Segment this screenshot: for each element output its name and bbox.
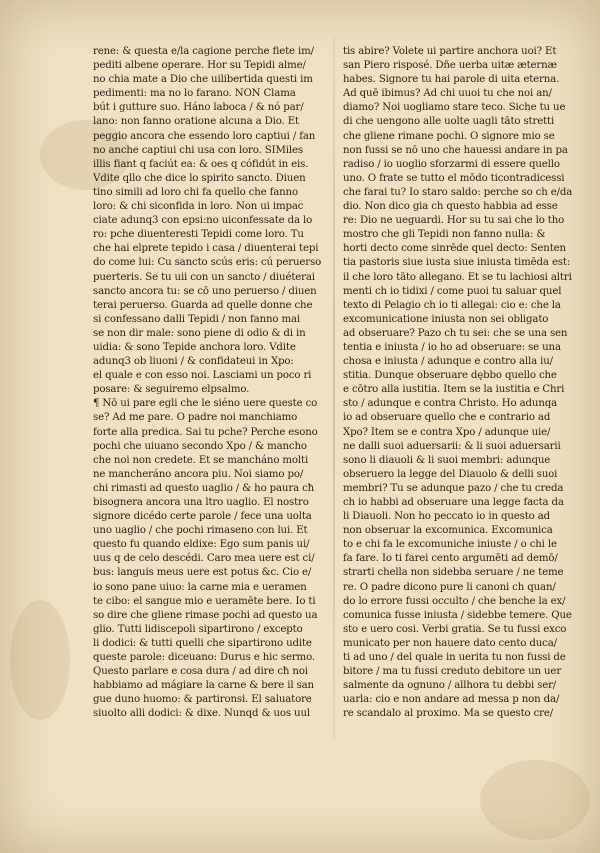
text-line: uno. O frate se tutto el mōdo ticontradicessi bbox=[343, 172, 565, 184]
text-line: che farai tu? Io staro saldo: perche so ch e/da bbox=[343, 186, 573, 198]
text-line: dio. Non dico gia ch questo habbia ad esse bbox=[343, 201, 558, 213]
text-line: do come lui: Cu sancto scús eris: cú peruerso bbox=[93, 257, 322, 269]
text-line: radiso / io uoglio sforzarmi di essere quello bbox=[343, 158, 560, 170]
text-line: illis fiant q faciút ea: & oes q cófidút in eis. bbox=[93, 158, 309, 170]
text-line: pediti albene operare. Hor su Tepidi alme/ bbox=[93, 60, 306, 72]
text-line: Questo parlare e cosa dura / ad dire cħ noi bbox=[93, 666, 308, 678]
text-line: habes. Signore tu hai parole di uita eterna. bbox=[343, 74, 560, 86]
text-line: queste parole: diceuano: Durus e hic sermo. bbox=[93, 652, 315, 664]
text-line: re: Dio ne ueguardi. Hor su tu sai che lo tho bbox=[343, 215, 565, 227]
text-line: bus: languis meus uere est potus &c. Cio e/ bbox=[93, 567, 312, 579]
text-line: ne dalli suoi aduersarii: & li suoi aduersarii bbox=[343, 440, 561, 452]
text-line: sancto ancora tu: se cō uno peruerso / diuen bbox=[93, 285, 317, 297]
text-line: strarti chella non sidebba seruare / ne teme bbox=[343, 567, 564, 579]
text-line: ciate adunq3 con epsi:no uiconfessate da lo bbox=[93, 215, 313, 227]
text-line: membri? Tu se adunque pazo / che tu creda bbox=[343, 482, 564, 494]
text-line: diamo? Noi uogliamo stare teco. Siche tu ue bbox=[343, 102, 566, 114]
text-line: pedimenti: ma no lo farano. NON Clama bbox=[93, 88, 296, 100]
text-line: non obseruar la excomunica. Excomunica bbox=[343, 525, 553, 537]
text-line: tentia e iniusta / io ho ad obseruare: se una bbox=[343, 341, 561, 353]
column-divider bbox=[333, 38, 335, 738]
text-line: io ad obseruare quello che e contrario ad bbox=[343, 412, 551, 424]
text-line: Vdite qllo che dice lo spirito sancto. Diuen bbox=[93, 172, 306, 184]
text-line: tia pastoris siue iusta siue iniusta timēda est: bbox=[343, 257, 571, 269]
text-line: io sono pane uiuo: la carne mia e ueramen bbox=[93, 581, 307, 593]
text-line: loro: & chi siconfida in loro. Non ui impac bbox=[93, 201, 304, 213]
text-line: municato per non hauere dato cento duca/ bbox=[343, 637, 557, 649]
text-line: rene: & questa e/la cagione perche fiete im/ bbox=[93, 46, 314, 57]
text-line: texto di Pelagio ch io ti allegai: cio e: che la bbox=[343, 299, 561, 311]
text-line: adunq3 ob liuoni / & confidateui in Xpo: bbox=[93, 356, 294, 368]
text-line: forte alla predica. Sai tu pche? Perche esono bbox=[93, 426, 318, 438]
text-line: no chia mate a Dio che uilibertida questi im bbox=[93, 74, 313, 86]
text-line: ch io habbi ad obseruare una legge facta da bbox=[343, 497, 564, 508]
left-text-column bbox=[93, 45, 328, 722]
text-line: non fussi se nō uno che hauessi andare in pa bbox=[343, 144, 568, 156]
text-line: posare: & seguiremo elpsalmo. bbox=[93, 384, 250, 396]
text-line: no anche captiui chi usa con loro. SIMiles bbox=[93, 144, 303, 156]
text-line: questo fu quando eldixe: Ego sum panis ui/ bbox=[93, 539, 310, 551]
text-line: tis abire? Volete ui partire anchora uoi? Et bbox=[343, 46, 557, 57]
text-line: so dire che gliene rimase pochi ad questo ua bbox=[93, 609, 318, 621]
text-line: Ad quē ibimus? Ad chi uuoi tu che noi an/ bbox=[343, 88, 552, 100]
text-line: excomunicatione iniusta non sei obligato bbox=[343, 313, 549, 325]
text-line: peggio ancora che essendo loro captiui / fan bbox=[93, 130, 316, 142]
text-line: Xpo? Item se e contra Xpo / adunque uie/ bbox=[343, 426, 551, 438]
text-line: bisognera ancora una ltro uaglio. El nostro bbox=[93, 497, 309, 508]
text-line: uidia: & sono Tepide anchora loro. Vdite bbox=[93, 341, 296, 353]
text-line: uarla: cio e non andare ad messa p non da/ bbox=[343, 694, 560, 706]
text-line: di che uengono alle uolte uagli tāto stretti bbox=[343, 116, 555, 128]
text-line: stitia. Dunque obseruare dębbo quello che bbox=[343, 370, 557, 382]
text-line: sono li diauoli & li suoi membri: adunque bbox=[343, 454, 551, 466]
text-line: menti ch io tidixi / come puoi tu saluar quel bbox=[343, 285, 562, 297]
text-line: chosa e iniusta / adunque e contro alla iu/ bbox=[343, 356, 553, 368]
text-line: bitore / ma tu fussi creduto debitore un uer bbox=[343, 666, 562, 678]
text-line: ad obseruare? Pazo ch tu sei: che se una sen bbox=[343, 327, 568, 339]
text-line: e cōtro alla iustitia. Item se la iustitia e Chri bbox=[343, 384, 565, 396]
text-line: san Piero risposé. Dñe uerba uitæ æternæ bbox=[343, 60, 557, 72]
text-line: gue duno huomo: & partironsi. El saluatore bbox=[93, 694, 312, 706]
text-line: ¶ Nō ui pare egli che le siéno uere queste co bbox=[93, 398, 318, 410]
text-line: comunica fusse iniusta / sidebbe temere. Que bbox=[343, 609, 572, 621]
text-line: che noi non credete. Et se mancháno molti bbox=[93, 454, 309, 466]
text-line: habbiamo ad mágiare la carne & bere il san bbox=[93, 680, 314, 692]
text-line: ne mancheráno ancora piu. Noi siamo po/ bbox=[93, 468, 304, 480]
text-line: tino simili ad loro chi fa quello che fanno bbox=[93, 186, 298, 198]
text-line: se non dir male: sono piene di odio & di in bbox=[93, 327, 306, 339]
text-line: mostro che gli Tepidi non fanno nulla: & bbox=[343, 229, 546, 241]
text-line: ro: pche diuenteresti Tepidi come loro. Tu bbox=[93, 229, 304, 241]
text-line: salmente da ognuno / allhora tu debbi ser/ bbox=[343, 680, 557, 692]
text-line: lano: non fanno oratione alcuna a Dio. Et bbox=[93, 116, 299, 128]
text-line: el quale e con esso noi. Lasciami un poco ri bbox=[93, 370, 312, 382]
text-line: ti ad uno / del quale in uerita tu non fussi de bbox=[343, 652, 566, 664]
text-line: re. O padre dicono pure li canoni ch quan/ bbox=[343, 581, 556, 593]
text-line: siuolto alli dodici: & dixe. Nunqd & uos uul bbox=[93, 708, 310, 720]
text-line: uno uaglio / che pochi rimaseno con lui. Et bbox=[93, 525, 308, 537]
text-line: re scandalo al proximo. Ma se questo cre/ bbox=[343, 708, 554, 720]
text-line: che gliene rimane pochi. O signore mio se bbox=[343, 130, 555, 142]
text-line: do lo errore fussi occulto / che benche la ex/ bbox=[343, 595, 566, 607]
text-line: to e chi fa le excomuniche iniuste / o chi le bbox=[343, 539, 557, 551]
text-line: che hai elprete tepido i casa / diuenterai tepi bbox=[93, 243, 319, 255]
text-line: fa fare. Io ti farei cento argumēti ad demō/ bbox=[343, 553, 558, 565]
text-line: uus q de celo descédi. Caro mea uere est ci/ bbox=[93, 553, 315, 565]
text-line: obseruero la legge del Diauolo & delli suoi bbox=[343, 468, 558, 480]
text-line: horti decto come sinrēde quel decto: Senten bbox=[343, 243, 566, 255]
text-line: chi rimasti ad questo uaglio / & ho paura cħ bbox=[93, 482, 315, 494]
text-line: li dodici: & tutti quelli che sipartirono udite bbox=[93, 637, 312, 649]
text-line: il che loro tāto allegano. Et se tu lachiosi altri bbox=[343, 271, 572, 283]
text-line: li Diauoli. Non ho peccato io in questo ad bbox=[343, 511, 551, 523]
text-line: puerteris. Se tu uii con un sancto / diuéterai bbox=[93, 271, 315, 283]
text-line: pochi che uiuano secondo Xpo / & mancho bbox=[93, 440, 307, 452]
text-line: signore dicédo certe parole / fece una uolta bbox=[93, 511, 312, 523]
text-line: sto / adunque e contra Christo. Ho adunqa bbox=[343, 398, 558, 410]
text-line: sto e uero cosi. Verbi gratia. Se tu fussi exco bbox=[343, 623, 567, 635]
text-line: glio. Tutti lidiscepoli sipartirono / excepto bbox=[93, 623, 303, 635]
right-text-column bbox=[343, 45, 586, 722]
text-line: se? Ad me pare. O padre noi manchiamo bbox=[93, 412, 298, 424]
text-line: te cibo: el sangue mio e ueramēte bere. Io ti bbox=[93, 595, 316, 607]
text-line: si confessano dalli Tepidi / non fanno mai bbox=[93, 313, 301, 325]
text-line: bút i gutture suo. Háno laboca / & nó par/ bbox=[93, 102, 304, 114]
text-line: terai peruerso. Guarda ad quelle donne che bbox=[93, 299, 313, 311]
